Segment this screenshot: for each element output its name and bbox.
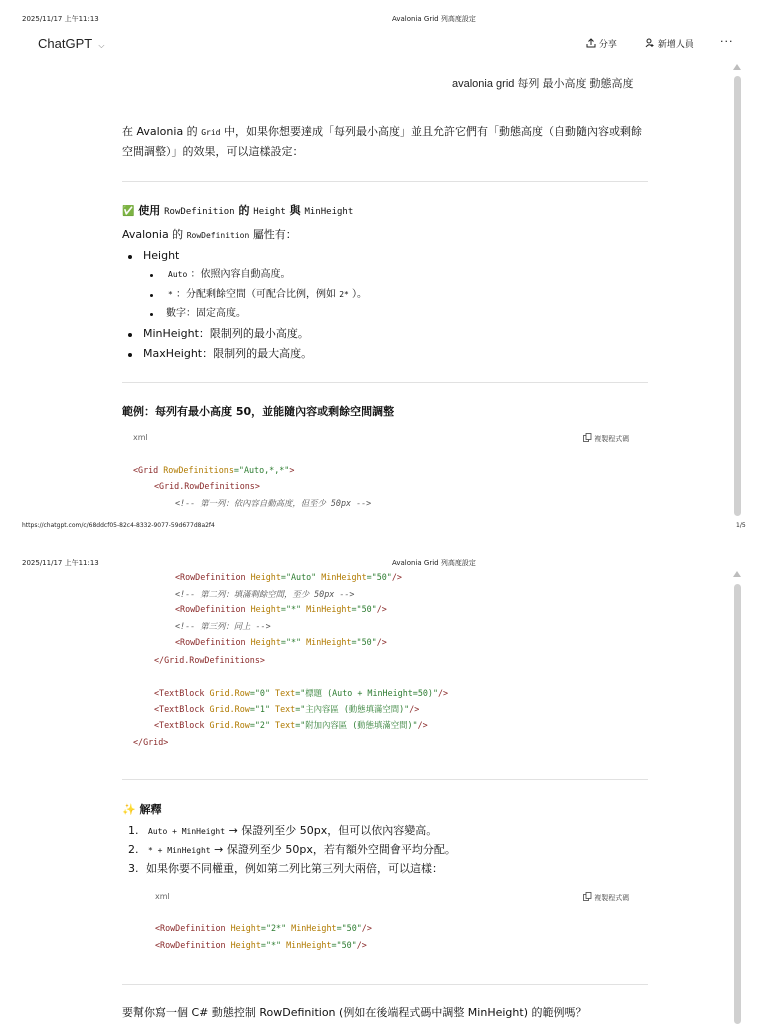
copy-code-button[interactable] [583,892,629,903]
code-line: <RowDefinition Height="*" MinHeight="50"/> [175,604,387,614]
copy-label: 複製程式碼 [594,894,630,902]
list-item-height: Height [143,249,180,262]
list-item-maxheight: MaxHeight：限制列的最大高度。 [143,347,313,360]
code-line: <RowDefinition Height="2*" MinHeight="50"/> [155,923,372,933]
section-heading-explanation: ✨ 解釋 [122,803,162,816]
intro-line-1: 在 Avalonia 的 Grid 中，如果你想要達成「每列最小高度」並且允許它們有「動態高度（自動隨內容或剩餘 [122,125,642,138]
bullet [150,294,153,297]
more-options-button[interactable]: ··· [720,35,734,48]
scrollbar-thumb[interactable] [734,584,741,1024]
intro-line-2: 空間調整）」的效果，可以這樣設定： [122,145,304,158]
scroll-up-arrow[interactable] [733,571,741,577]
share-icon [586,38,596,48]
user-message: avalonia grid 每列 最小高度 動態高度 [452,78,634,90]
app-title-button[interactable] [38,36,104,52]
share-label: 分享 [598,40,617,50]
bullet [150,313,153,316]
code-line: </Grid.RowDefinitions> [154,655,265,665]
list-item-number: 數字：固定高度。 [166,308,246,319]
list-item-star: * ：分配剩餘空間（可配合比例，例如 2* ）。 [168,289,368,300]
code-line: <TextBlock Grid.Row="0" Text="標題 (Auto + MinHeight=50)"/> [154,688,449,698]
app-title: ChatGPT [38,36,93,51]
share-button[interactable] [586,37,617,50]
footer-url: https://chatgpt.com/c/68ddcf05-82c4-8332-9077-59d677d8a2f4 [22,522,215,529]
bullet [150,274,153,277]
add-person-icon [645,38,655,48]
divider [122,382,648,383]
bullet [128,255,132,259]
footer-page-number: 1/5 [736,522,746,529]
print-title: Avalonia Grid 列高度設定 [392,15,476,23]
code-lang-label: xml [133,433,148,442]
explanation-item-1: 1. Auto + MinHeight → 保證列至少 50px，但可以依內容變高。 [128,824,438,837]
bullet [128,353,132,357]
code-line: <TextBlock Grid.Row="2" Text="附加內容區 (動態填滿空間)"/> [154,720,428,730]
add-people-button[interactable] [645,37,694,50]
code-line: <Grid RowDefinitions="Auto,*,*"> [133,465,295,475]
divider [122,779,648,780]
scroll-up-arrow[interactable] [733,64,741,70]
copy-icon [583,433,592,442]
code-comment: <!-- 第一列：依內容自動高度，但至少 50px --> [175,498,372,508]
divider [122,181,648,182]
code-line: <RowDefinition Height="Auto" MinHeight="50"/> [175,572,402,582]
chevron-down-icon: ⌵ [98,41,105,50]
list-item-auto: Auto ：依照內容自動高度。 [168,269,291,280]
sparkle-icon: ✨ [122,803,136,816]
copy-label: 複製程式碼 [594,435,630,443]
add-people-label: 新增人員 [657,40,694,50]
code-line: <Grid.RowDefinitions> [154,481,260,491]
explanation-item-3: 3. 如果你要不同權重，例如第二列比第三列大兩倍，可以這樣： [128,862,443,875]
code-line: </Grid> [133,737,169,747]
followup-question: 要幫你寫一個 C# 動態控制 RowDefinition (例如在後端程式碼中調整 MinHeight) 的範例嗎？ [122,1006,587,1019]
scrollbar-thumb[interactable] [734,76,741,516]
print-title: Avalonia Grid 列高度設定 [392,559,476,567]
code-comment: <!-- 第二列：填滿剩餘空間，至少 50px --> [175,589,355,599]
divider [122,984,648,985]
copy-icon [583,892,592,901]
code-lang-label: xml [155,892,170,901]
list-item-minheight: MinHeight：限制列的最小高度。 [143,327,309,340]
explanation-item-2: 2. * + MinHeight → 保證列至少 50px，若有額外空間會平均分配。 [128,843,456,856]
code-comment: <!-- 第三列：同上 --> [175,621,271,631]
code-line: <RowDefinition Height="*" MinHeight="50"/> [175,637,387,647]
code-line: <RowDefinition Height="*" MinHeight="50"/> [155,940,367,950]
section-heading-usage: ✅ 使用 RowDefinition 的 Height 與 MinHeight [122,204,354,217]
example-title: 範例：每列有最小高度 50，並能隨內容或剩餘空間調整 [122,405,395,418]
props-intro: Avalonia 的 RowDefinition 屬性有： [122,228,297,241]
print-date: 2025/11/17 上午11:13 [22,559,99,567]
code-line: <TextBlock Grid.Row="1" Text="主內容區 (動態填滿空間)"/> [154,704,420,714]
print-date: 2025/11/17 上午11:13 [22,15,99,23]
copy-code-button[interactable] [583,433,629,444]
check-icon: ✅ [122,206,135,217]
bullet [128,333,132,337]
